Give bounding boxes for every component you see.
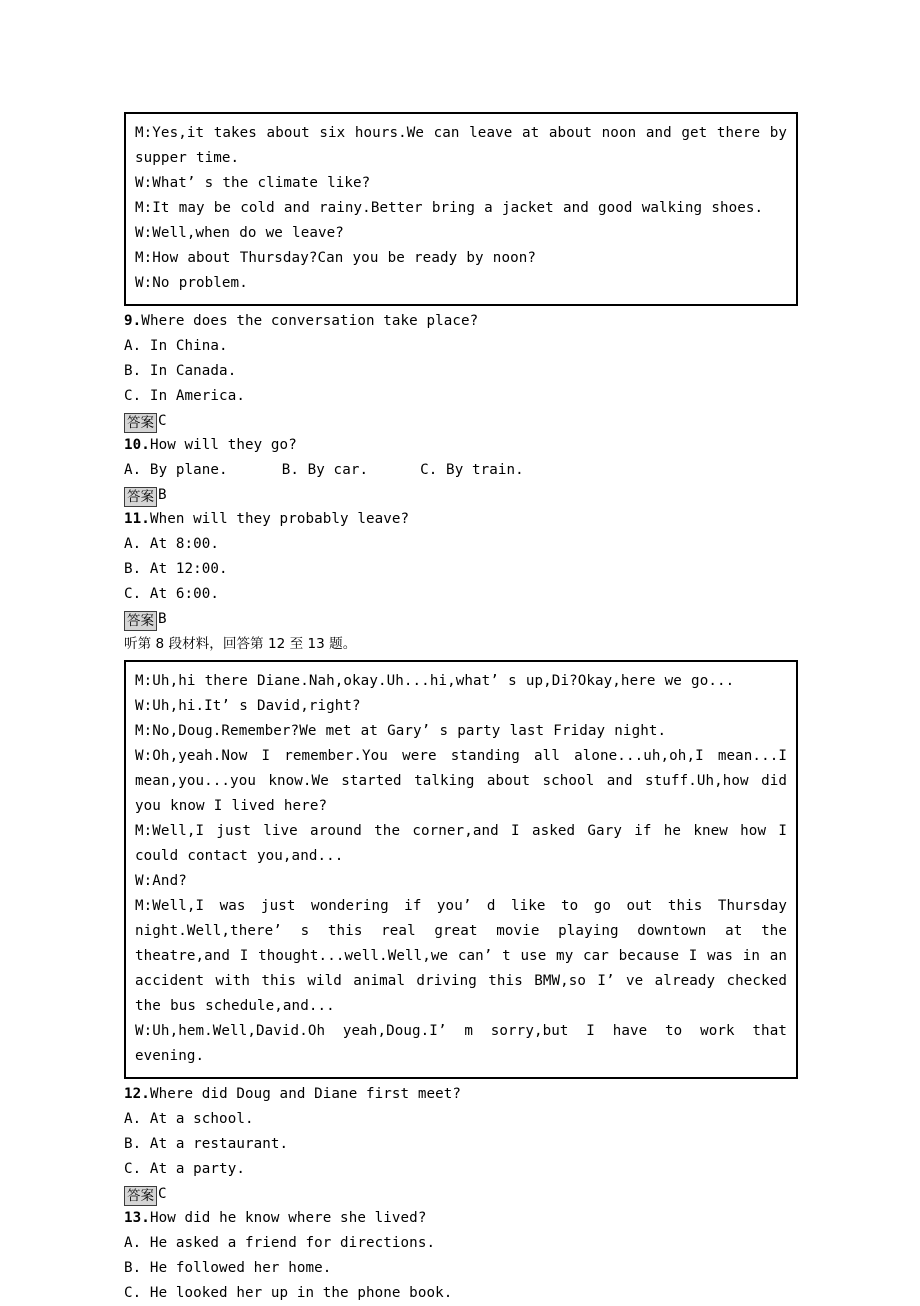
answer-label-badge: 答案 [124, 611, 157, 631]
question-stem [124, 507, 798, 532]
answer-value: C [158, 1186, 167, 1202]
question-block-11 [124, 507, 798, 631]
transcript-line: M:Yes,it takes about six hours.We can leave at about noon and get there by supper time. [135, 125, 787, 166]
transcript-line: M:It may be cold and rainy.Better bring a jacket and good walking shoes. [135, 200, 764, 216]
question-text: How will they go? [149, 437, 297, 453]
answer-value: B [158, 487, 167, 503]
answer-label-badge: 答案 [124, 413, 157, 433]
question-number: 11. [124, 511, 150, 527]
question-stem [124, 1206, 798, 1231]
transcript-line: M:Uh,hi there Diane.Nah,okay.Uh...hi,what’ s up,Di?Okay,here we go... [135, 673, 735, 689]
answer-row [124, 607, 798, 631]
transcript-line: M:No,Doug.Remember?We met at Gary’ s party last Friday night. [135, 723, 667, 739]
transcript-line: M:Well,I was just wondering if you’ d like to go out this Thursday night.Well,there’ s this real great movie playing downtown at the theatre,and I thought...well.Well,we can’ t use my car because I was in an accident with this wild animal driving this BMW,so I’ ve already checked the bus schedule,and... [135, 898, 787, 1014]
question-number: 13. [124, 1210, 150, 1226]
answer-row [124, 409, 798, 433]
option-b[interactable]: B. At 12:00. [124, 561, 228, 577]
question-block-10 [124, 433, 798, 507]
option-b[interactable]: B. He followed her home. [124, 1260, 332, 1276]
option-a[interactable]: A. By plane. [124, 462, 228, 478]
answer-label-badge: 答案 [124, 1186, 157, 1206]
question-number: 12. [124, 1086, 150, 1102]
transcript-line: W:Uh,hi.It’ s David,right? [135, 698, 361, 714]
option-c[interactable]: C. At 6:00. [124, 586, 220, 602]
question-stem [124, 433, 798, 458]
answer-row [124, 483, 798, 507]
question-block-12 [124, 1082, 798, 1206]
question-stem [124, 309, 798, 334]
question-block-9 [124, 309, 798, 433]
question-block-13 [124, 1206, 798, 1306]
answer-label-badge: 答案 [124, 487, 157, 507]
dialogue-transcript-box-1 [124, 112, 798, 306]
option-a[interactable]: A. He asked a friend for directions. [124, 1235, 436, 1251]
transcript-line: M:How about Thursday?Can you be ready by noon? [135, 250, 537, 266]
transcript-line: W:Uh,hem.Well,David.Oh yeah,Doug.I’ m sorry,but I have to work that evening. [135, 1023, 787, 1064]
transcript-line: W:And? [135, 873, 187, 889]
option-a[interactable]: A. At 8:00. [124, 536, 220, 552]
option-c[interactable]: C. By train. [420, 462, 524, 478]
answer-value: B [158, 611, 167, 627]
transcript-line: W:No problem. [135, 275, 248, 291]
answer-row [124, 1182, 798, 1206]
question-text: When will they probably leave? [149, 511, 410, 527]
question-text: Where did Doug and Diane first meet? [149, 1086, 462, 1102]
option-b[interactable]: B. By car. [281, 462, 369, 478]
transcript-line: W:Oh,yeah.Now I remember.You were standing all alone...uh,oh,I mean...I mean,you...you know.We started talking about school and stuff.Uh,how did you know I lived here? [135, 748, 787, 814]
question-number: 10. [124, 437, 150, 453]
question-number: 9. [124, 313, 142, 329]
listening-instruction: 听第 8 段材料，回答第 12 至 13 题。 [124, 636, 357, 652]
answer-value: C [158, 413, 167, 429]
option-c[interactable]: C. At a party. [124, 1161, 245, 1177]
option-b[interactable]: B. In Canada. [124, 363, 237, 379]
option-row [124, 458, 798, 483]
transcript-line: W:Well,when do we leave? [135, 225, 344, 241]
transcript-line: M:Well,I just live around the corner,and I asked Gary if he knew how I could contact you,and... [135, 823, 787, 864]
question-text: Where does the conversation take place? [141, 313, 479, 329]
transcript-line: W:What’ s the climate like? [135, 175, 371, 191]
option-a[interactable]: A. In China. [124, 338, 228, 354]
question-stem [124, 1082, 798, 1107]
option-a[interactable]: A. At a school. [124, 1111, 254, 1127]
option-b[interactable]: B. At a restaurant. [124, 1136, 289, 1152]
option-c[interactable]: C. In America. [124, 388, 245, 404]
question-text: How did he know where she lived? [149, 1210, 427, 1226]
dialogue-transcript-box-2 [124, 660, 798, 1079]
option-c[interactable]: C. He looked her up in the phone book. [124, 1285, 453, 1301]
